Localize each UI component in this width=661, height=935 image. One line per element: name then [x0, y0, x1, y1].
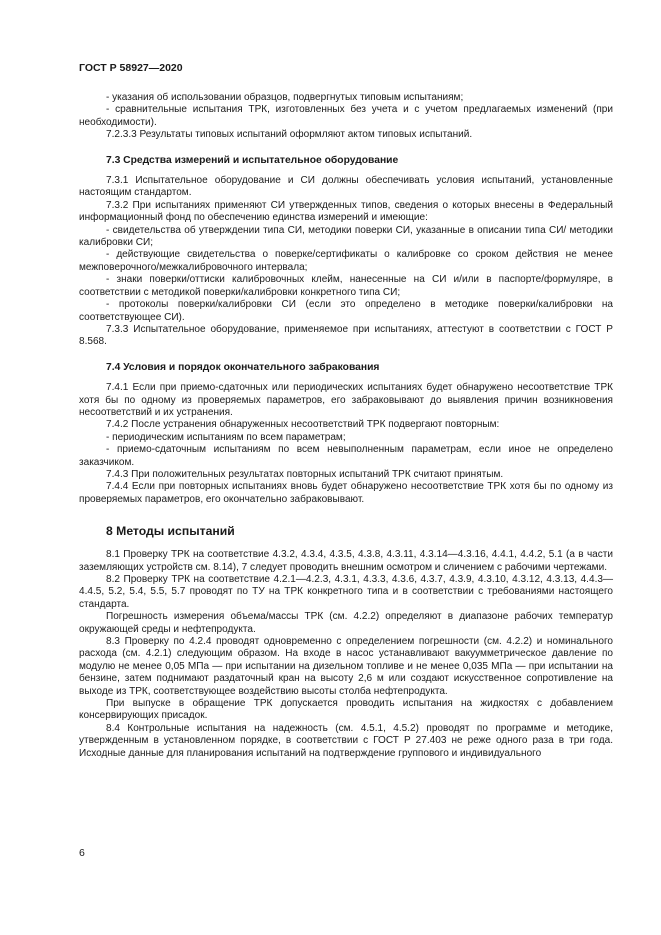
paragraph: 8.2 Проверку ТРК на соответствие 4.2.1—4.2.3, 4.3.1, 4.3.3, 4.3.6, 4.3.7, 4.3.9, 4.3.10, 4.3.12, 4.3.13, 4.4.3—4.4.5, 5.2, 5.4, 5.5, 5.7 проводят по ТУ на ТРК конкретного типа и в соответствии с требованиями настоящего стандарта.: [79, 574, 613, 610]
paragraph: 8.1 Проверку ТРК на соответствие 4.3.2, 4.3.4, 4.3.5, 4.3.8, 4.3.11, 4.3.14—4.3.16, 4.4.1, 4.4.2, 5.1 (а в части заземляющих устройств см. 8.14), 7 следует проводить внешним осмотром и сличением с рабочими чертежами.: [79, 549, 613, 573]
paragraph: При выпуске в обращение ТРК допускается проводить испытания на жидкостях с добавлением консервирующих присадок.: [79, 698, 613, 722]
paragraph: 7.4.1 Если при приемо-сдаточных или периодических испытаниях будет обнаружено несоответствие ТРК хотя бы по одному из проверяемых параметров, его забраковывают до выявления причин возникновения несоответствий и их устранения.: [79, 382, 613, 418]
paragraph: 7.2.3.3 Результаты типовых испытаний оформляют актом типовых испытаний.: [106, 129, 473, 141]
paragraph: 7.3.1 Испытательное оборудование и СИ должны обеспечивать условия испытаний, установленные настоящим стандартом.: [79, 175, 613, 199]
section-heading-8: 8 Методы испытаний: [106, 524, 235, 539]
paragraph: 8.4 Контрольные испытания на надежность (см. 4.5.1, 4.5.2) проводят по программе и методике, утвержденным в установленном порядке, в соответствии с ГОСТ Р 27.403 не реже одного раза в три года. Исходные данные для планирования испытаний на подтверждение группового и индивидуального: [79, 722, 613, 759]
paragraph: 7.3.2 При испытаниях применяют СИ утвержденных типов, сведения о которых внесены в Федеральный информационный фонд по обеспечению единства измерений и имеющие:: [79, 199, 613, 224]
paragraph: Погрешность измерения объема/массы ТРК (см. 4.2.2) определяют в диапазоне рабочих температур окружающей среды и нефтепродукта.: [79, 611, 613, 635]
paragraph: 7.3.3 Испытательное оборудование, применяемое при испытаниях, аттестуют в соответствии с ГОСТ Р 8.568.: [79, 323, 613, 348]
paragraph: - сравнительные испытания ТРК, изготовленных без учета и с учетом предлагаемых изменений (при необходимости).: [79, 104, 613, 128]
paragraph: - периодическим испытаниям по всем параметрам;: [106, 431, 346, 443]
paragraph: - протоколы поверки/калибровки СИ (если это определено в методике поверки/калибровки на соответствующее СИ).: [79, 299, 613, 323]
paragraph: 7.4.2 После устранения обнаруженных несоответствий ТРК подвергают повторным:: [106, 419, 500, 431]
paragraph: 7.4.4 Если при повторных испытаниях вновь будет обнаружено несоответствие ТРК хотя бы по одному из проверяемых параметров, его окончательно забраковывают.: [79, 481, 613, 505]
paragraph: - действующие свидетельства о поверке/сертификаты о калибровке со сроком действия не менее межповерочного/межкалибровочного интервала;: [79, 249, 613, 273]
paragraph: - указания об использовании образцов, подвергнутых типовым испытаниям;: [106, 92, 464, 103]
paragraph: 7.4.3 При положительных результатах повторных испытаний ТРК считают принятым.: [106, 468, 504, 480]
section-heading-7-3: 7.3 Средства измерений и испытательное оборудование: [106, 154, 399, 166]
paragraph: - свидетельства об утверждении типа СИ, методики поверки СИ, указанные в описании типа СИ/ методики калибровки СИ;: [79, 224, 613, 249]
paragraph: - знаки поверки/оттиски калибровочных клейм, нанесенные на СИ и/или в паспорте/формуляре, в соответствии с методикой поверки/калибровки конкретного типа СИ;: [79, 274, 613, 298]
section-heading-7-4: 7.4 Условия и порядок окончательного забракования: [106, 361, 380, 373]
paragraph: - приемо-сдаточным испытаниям по всем невыполненным параметрам, если иное не определено заказчиком.: [79, 444, 613, 468]
page-body: [79, 92, 613, 760]
document-header: ГОСТ Р 58927—2020: [79, 62, 183, 74]
page-number: 6: [79, 847, 85, 859]
paragraph: 8.3 Проверку по 4.2.4 проводят одновременно с определением погрешности (см. 4.2.2) и номинального расхода (см. 4.2.1) следующим образом. На входе в насос устанавливают вакуумметрическое давление по модулю не менее 0,05 МПа — при испытании на дизельном топливе и не менее 0,035 МПа — при испытании на бензине, затем поднимают раздаточный кран на высоту 2,6 м или создают искусственное сопротивление на выходе из ТРК, соответствующее воздействию высоты столба нефтепродукта.: [79, 636, 613, 697]
